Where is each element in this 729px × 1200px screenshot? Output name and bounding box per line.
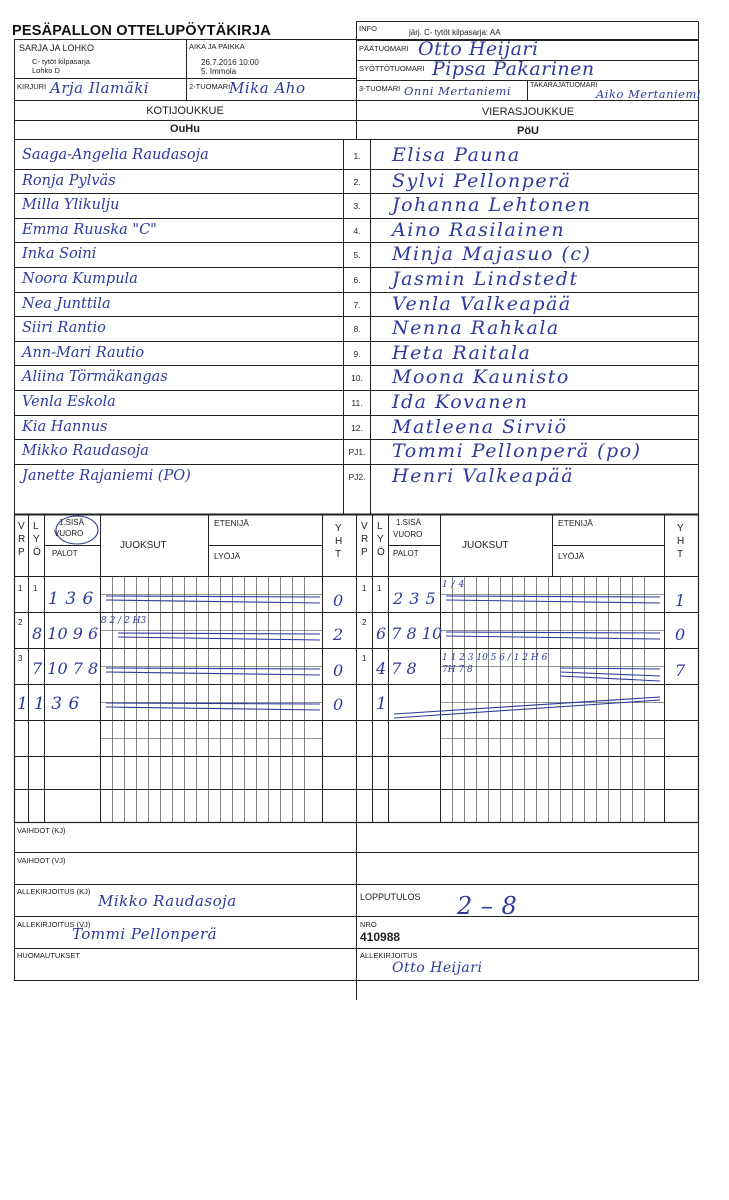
subs-home-label: VAIHDOT (KJ) [17,826,66,835]
time-place-line1: 26.7.2016 10:00 [201,58,259,67]
away-juoksut-label: JUOKSUT [462,540,509,551]
away-inning-1-lyo: 1 [377,584,382,593]
away-player: Heta Raitala [392,341,532,364]
roster-row [14,193,698,218]
roster-row [14,365,698,390]
roster-row [14,390,698,415]
home-palot-label: PALOT [52,549,78,558]
home-inning-3-palot: 7 10 7 8 [32,659,99,678]
home-inning-1-vrp: 1 [18,584,23,593]
sign-home-label: ALLEKIRJOITUS (KJ) [17,887,91,896]
away-yht-header: Y H T [677,523,685,560]
subs-away-label: VAIHDOT (VJ) [17,856,66,865]
second-umpire-label: 2-TUOMARI [189,82,231,91]
away-palot-label: PALOT [393,549,419,558]
away-vrp-header: V R P [361,521,369,558]
home-inning-3-total: 0 [333,661,344,680]
back-umpire-label: TAKARAJATUOMARI [530,82,598,89]
away-player: Matleena Sirviö [392,415,568,438]
head-umpire-value: Otto Heijari [418,38,539,60]
away-inning-3-palot: 4 7 8 [376,659,417,678]
home-player: Inka Soini [22,246,97,263]
form-title: PESÄPALLON OTTELUPÖYTÄKIRJA [12,23,271,39]
time-place-line2: 5. Immola [201,67,237,76]
home-player: Aliina Törmäkangas [22,369,168,386]
away-player: Nenna Rahkala [392,317,560,340]
time-place-label: AIKA JA PAIKKA [189,42,245,51]
home-vrp-header: V R P [18,521,26,558]
result-value: 2 – 8 [457,892,518,920]
roster-row [14,169,698,194]
home-player: Ronja Pylväs [22,172,116,189]
player-number: PJ1. [348,447,366,458]
remarks-label: HUOMAUTUKSET [17,951,80,960]
player-number: 6. [353,274,361,285]
sign-away-label: ALLEKIRJOITUS (VJ) [17,920,91,929]
home-inning-2-palot: 8 10 9 6 [32,624,99,643]
roster-row [14,144,698,169]
second-umpire-value: Mika Aho [229,79,306,97]
home-player: Siiri Rantio [22,320,106,337]
home-lyo-header: L Y Ö [33,521,41,558]
home-player: Nea Junttila [22,295,111,312]
home-inning-2-total: 2 [333,625,344,644]
player-number: PJ2. [348,471,366,482]
away-player: Minja Majasuo (c) [392,243,592,266]
roster-row [14,267,698,292]
sign-signature: Otto Heijari [392,960,483,976]
away-inning-3-lyo: 1 [362,654,367,663]
roster-row [14,218,698,243]
away-lyo-header: L Y Ö [377,521,385,558]
away-inning-2-total: 0 [675,625,686,644]
away-inning-2-vrp: 2 [362,618,367,627]
away-player: Moona Kaunisto [392,366,570,389]
away-inning-2-palot: 6 7 8 10 [376,624,443,643]
player-number: 9. [353,348,361,359]
home-inning-1-total: 0 [333,591,344,610]
sign-label: ALLEKIRJOITUS [360,951,418,960]
sign-home-signature: Mikko Raudasoja [98,892,237,910]
home-player: Saaga-Angelia Raudasoja [22,147,209,163]
info-value: järj. C- tytöt kilpasarja: AA [409,28,501,37]
away-player: Jasmin Lindstedt [392,267,579,290]
player-number: 1. [353,151,361,161]
home-inning-1-lyo: 1 [33,584,38,593]
scorer-umpire-value: Pipsa Pakarinen [432,58,595,80]
away-lyoja-label: LYÖJÄ [558,551,585,561]
away-inning-1-vrp: 1 [362,584,367,593]
result-label: LOPPUTULOS [360,892,421,902]
away-inning-3-extra: 1 1 2 3 10 5 6 / 1 2 H 6 7H 7 8 [442,653,548,675]
home-inning-3-vrp: 3 [18,654,23,663]
home-inning-1-palot: 1 3 6 [48,589,94,609]
away-player: Henri Valkeapää [392,464,575,487]
player-number: 7. [353,299,361,310]
player-number: 4. [353,225,361,236]
away-player: Aino Rasilainen [392,218,566,241]
roster-row [14,464,698,489]
home-team-name: OuHu [170,123,200,135]
away-player: Elisa Pauna [392,144,521,166]
player-number: 5. [353,250,361,261]
head-umpire-label: PÄÄTUOMARI [359,44,409,53]
away-first-inning-label: 1.SISÄ [396,518,421,527]
home-player: Venla Eskola [22,393,116,410]
home-inning-2-extra: 8 2 / 2 H3 [101,616,147,626]
home-player: Milla Ylikulju [22,197,120,214]
roster-row [14,242,698,267]
player-number: 11. [351,397,363,408]
home-inning-4-lyo: 1 [17,694,29,714]
back-umpire-value: Aiko Mertaniemi [596,87,702,101]
away-player: Johanna Lehtonen [392,194,592,217]
home-player: Kia Hannus [22,418,108,435]
recorder-label: KIRJURI [17,82,47,91]
third-umpire-label: 3-TUOMARI [359,84,401,93]
nro-label: NRO [360,920,377,929]
home-lyoja-label: LYÖJÄ [214,551,241,561]
away-inning-1-total: 1 [675,591,686,610]
away-team-label: VIERASJOUKKUE [481,106,575,118]
home-etenija-label: ETENIJÄ [214,518,249,528]
home-inning-4-palot: 1 3 6 [34,694,80,714]
player-number: 12. [351,422,363,433]
home-first-inning-label: 1.SISÄ [59,518,84,527]
scorer-umpire-label: SYÖTTÖTUOMARI [359,64,425,73]
home-player: Mikko Raudasoja [22,443,149,460]
away-inning-1-extra: 1 / 4 [442,580,465,590]
third-umpire-value: Onni Mertaniemi [404,84,512,98]
home-vuoro-label: VUORO [54,529,84,538]
home-player: Janette Rajaniemi (PO) [22,467,191,484]
roster-row [14,341,698,366]
roster-row [14,316,698,341]
player-number: 2. [353,176,361,187]
roster-row [14,292,698,317]
home-team-label: KOTIJOUKKUE [146,105,224,117]
nro-value: 410988 [360,930,401,944]
home-player: Noora Kumpula [22,270,138,287]
series-line1: C- tytöt kilpasarja [32,57,90,66]
home-player: Ann-Mari Rautio [22,344,145,361]
away-player: Tommi Pellonperä (po) [392,440,642,463]
info-label: INFO [359,24,377,33]
home-juoksut-label: JUOKSUT [120,540,167,551]
away-inning-4-lyo: 1 [376,694,388,714]
recorder-value: Arja Ilamäki [50,79,150,97]
player-number: 10. [351,373,363,384]
away-team-name: PöU [517,125,539,137]
away-inning-3-total: 7 [675,661,686,680]
roster-row [14,415,698,440]
player-number: 3. [353,201,361,212]
series-label: SARJA JA LOHKO [19,43,95,53]
home-yht-header: Y H T [335,523,343,560]
away-player: Venla Valkeapää [392,292,572,315]
sign-away-signature: Tommi Pellonperä [72,925,218,943]
player-number: 8. [353,324,361,335]
roster-table [14,144,698,488]
roster-row [14,439,698,464]
series-line2: Lohko D [32,66,60,75]
away-player: Ida Kovanen [392,390,529,413]
away-vuoro-label: VUORO [393,530,423,539]
home-player: Emma Ruuska "C" [22,221,157,238]
home-inning-4-total: 0 [333,695,344,714]
home-inning-2-vrp: 2 [18,618,23,627]
away-etenija-label: ETENIJÄ [558,518,593,528]
away-player: Sylvi Pellonperä [392,169,572,192]
away-inning-1-palot: 2 3 5 [393,589,437,608]
